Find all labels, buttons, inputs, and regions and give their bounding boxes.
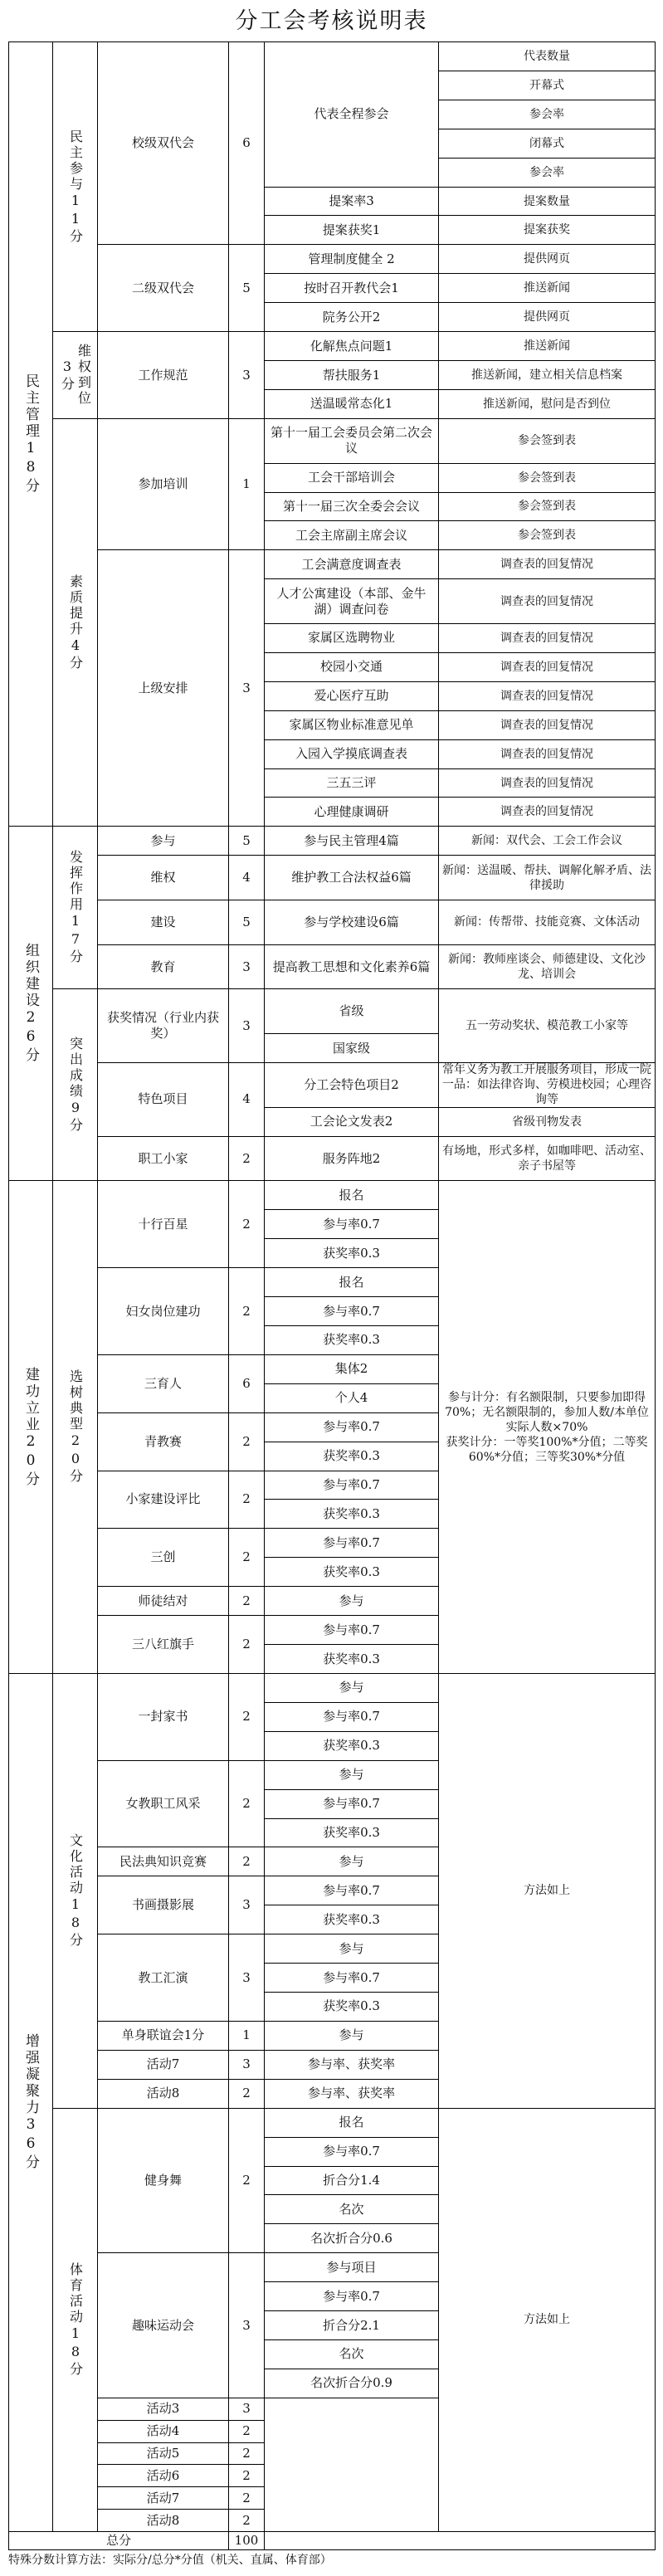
item-score-cell: 3	[228, 549, 265, 827]
method-cell: 参与计分：有名额限制，只要参加即得70%；无名额限制的，参加人数/本单位实际人数×70% 获奖计分：一等奖100%*分值；二等奖60%*分值；三等奖30%*分值	[438, 1180, 656, 1674]
evidence-cell: 提供网页	[438, 302, 656, 332]
criteria-cell: 家属区物业标准意见单	[264, 710, 439, 740]
item-score-cell: 4	[228, 855, 265, 900]
item-name-cell: 女教职工风采	[97, 1760, 229, 1848]
criteria-cell: 折合分1.4	[264, 2166, 439, 2196]
item-name-cell: 三八红旗手	[97, 1615, 229, 1674]
item-score-cell: 2	[228, 1586, 265, 1616]
criteria-cell: 折合分2.1	[264, 2310, 439, 2340]
criteria-cell: 名次	[264, 2339, 439, 2369]
criteria-cell: 参与率0.7	[264, 1615, 439, 1645]
item-name-cell: 教工汇演	[97, 1934, 229, 2022]
criteria-cell: 心理健康调研	[264, 797, 439, 827]
criteria-cell: 参与率、获奖率	[264, 2050, 439, 2080]
evidence-cell: 新闻：双代会、工会工作会议	[438, 826, 656, 856]
item-name-cell: 参加培训	[97, 418, 229, 550]
criteria-cell: 报名	[264, 2108, 439, 2138]
item-score-cell: 6	[228, 1354, 265, 1413]
criteria-cell: 获奖率0.3	[264, 1731, 439, 1761]
criteria-cell: 获奖率0.3	[264, 1818, 439, 1848]
item-score-cell: 5	[228, 900, 265, 945]
evidence-cell: 新闻：传帮带、技能竞赛、文体活动	[438, 900, 656, 945]
evidence-cell: 提案数量	[438, 187, 656, 217]
evidence-cell: 有场地，形式多样，如咖啡吧、活动室、亲子书屋等	[438, 1136, 656, 1182]
criteria-cell: 工会满意度调查表	[264, 549, 439, 579]
item-name-cell: 校级双代会	[97, 41, 229, 245]
item-score-cell: 5	[228, 244, 265, 332]
item-score-cell: 2	[228, 1267, 265, 1355]
evidence-cell: 参会签到表	[438, 418, 656, 464]
item-score-cell: 3	[228, 331, 265, 419]
criteria-cell: 参与率0.7	[264, 1528, 439, 1558]
criteria-cell: 参与学校建设6篇	[264, 900, 439, 945]
item-name-cell: 活动7	[97, 2486, 229, 2510]
total-label: 总分	[8, 2531, 229, 2550]
criteria-cell: 入园入学摸底调查表	[264, 739, 439, 769]
subsection-cell: 选树典型20分	[52, 1180, 98, 1674]
item-score-cell: 2	[228, 1760, 265, 1848]
subsection-cell: 体育活动18分	[52, 2108, 98, 2532]
criteria-cell: 爱心医疗互助	[264, 681, 439, 711]
page-title: 分工会考核说明表	[235, 8, 428, 34]
method-cell: 方法如上	[438, 2108, 656, 2532]
criteria-cell: 工会干部培训会	[264, 463, 439, 493]
criteria-cell: 院务公开2	[264, 302, 439, 332]
item-score-cell: 1	[228, 2021, 265, 2051]
item-score-cell: 3	[228, 2050, 265, 2080]
criteria-cell: 参与率、获奖率	[264, 2079, 439, 2109]
criteria-cell: 参与率0.7	[264, 1963, 439, 1993]
criteria-cell: 分工会特色项目2	[264, 1062, 439, 1108]
section-cell: 增强凝聚力36分	[8, 1673, 53, 2532]
criteria-cell: 获奖率0.3	[264, 1992, 439, 2022]
criteria-cell: 参与	[264, 1760, 439, 1790]
item-name-cell: 单身联谊会1分	[97, 2021, 229, 2051]
total-blank	[264, 2531, 656, 2550]
criteria-cell: 参与率0.7	[264, 1471, 439, 1500]
criteria-cell: 参与	[264, 1586, 439, 1616]
criteria-cell: 人才公寓建设（本部、金牛湖）调查问卷	[264, 578, 439, 624]
item-name-cell: 民法典知识竞赛	[97, 1847, 229, 1876]
item-name-cell: 特色项目	[97, 1062, 229, 1137]
item-score-cell: 2	[228, 1136, 265, 1182]
item-name-cell: 维权	[97, 855, 229, 900]
item-name-cell: 妇女岗位建功	[97, 1267, 229, 1355]
evidence-cell: 推送新闻，建立相关信息档案	[438, 360, 656, 390]
item-name-cell: 获奖情况（行业内获奖）	[97, 988, 229, 1063]
evidence-cell: 推送新闻，慰问是否到位	[438, 389, 656, 419]
item-name-cell: 工作规范	[97, 331, 229, 419]
criteria-cell: 参与率0.7	[264, 1702, 439, 1732]
item-name-cell: 三创	[97, 1528, 229, 1587]
item-score-cell: 2	[228, 2420, 265, 2443]
criteria-cell: 集体2	[264, 1354, 439, 1384]
item-score-cell: 2	[228, 2464, 265, 2487]
criteria-cell: 名次	[264, 2194, 439, 2224]
item-score-cell: 2	[228, 2108, 265, 2254]
item-score-cell: 2	[228, 1471, 265, 1530]
evidence-cell: 闭幕式	[438, 129, 656, 159]
item-score-cell: 3	[228, 2252, 265, 2398]
item-name-cell: 活动8	[97, 2079, 229, 2109]
evidence-cell: 调查表的回复情况	[438, 768, 656, 798]
item-score-cell: 3	[228, 1876, 265, 1934]
criteria-cell: 名次折合分0.9	[264, 2369, 439, 2398]
criteria-cell: 送温暖常态化1	[264, 389, 439, 419]
criteria-cell: 获奖率0.3	[264, 1325, 439, 1355]
evidence-cell: 开幕式	[438, 71, 656, 100]
item-score-cell: 2	[228, 1615, 265, 1674]
criteria-cell: 三五三评	[264, 768, 439, 798]
item-score-cell: 2	[228, 1847, 265, 1876]
evidence-cell: 调查表的回复情况	[438, 681, 656, 711]
criteria-cell: 提高教工思想和文化素养6篇	[264, 944, 439, 990]
criteria-cell: 校园小交通	[264, 652, 439, 682]
item-score-cell: 5	[228, 826, 265, 856]
subsection-cell: 文化活动18分	[52, 1673, 98, 2109]
evidence-cell: 参会率	[438, 100, 656, 129]
item-name-cell: 青教赛	[97, 1412, 229, 1471]
subsection-cell: 发挥作用17分	[52, 826, 98, 989]
criteria-cell: 提案率3	[264, 187, 439, 217]
item-name-cell: 参与	[97, 826, 229, 856]
item-name-cell: 活动4	[97, 2420, 229, 2443]
criteria-cell: 提案获奖1	[264, 215, 439, 245]
item-score-cell: 3	[228, 1934, 265, 2022]
item-name-cell: 十行百星	[97, 1180, 229, 1268]
criteria-cell: 第十一届工会委员会第二次会议	[264, 418, 439, 464]
evidence-cell: 推送新闻	[438, 331, 656, 361]
criteria-cell: 工会主席副主席会议	[264, 520, 439, 550]
criteria-cell: 参与率0.7	[264, 2281, 439, 2311]
criteria-cell: 参与	[264, 1934, 439, 1964]
subsection-cell: 突出成绩9分	[52, 988, 98, 1181]
item-score-cell: 2	[228, 2079, 265, 2109]
evidence-cell: 参会签到表	[438, 463, 656, 493]
section-cell: 建功立业20分	[8, 1180, 53, 1674]
subsection-cell: 维权到位3分	[52, 331, 98, 419]
evidence-cell: 调查表的回复情况	[438, 549, 656, 579]
evidence-cell: 调查表的回复情况	[438, 739, 656, 769]
item-score-cell: 2	[228, 2442, 265, 2466]
item-score-cell: 2	[228, 2486, 265, 2510]
criteria-cell: 第十一届三次全委会会议	[264, 492, 439, 522]
criteria-cell: 参与率0.7	[264, 1296, 439, 1326]
evidence-cell: 五一劳动奖状、模范教工小家等	[438, 988, 656, 1063]
criteria-cell: 代表全程参会	[264, 41, 439, 188]
evidence-cell: 代表数量	[438, 41, 656, 71]
item-score-cell: 2	[228, 1412, 265, 1471]
criteria-cell: 获奖率0.3	[264, 1238, 439, 1268]
criteria-cell: 维护教工合法权益6篇	[264, 855, 439, 900]
item-name-cell: 二级双代会	[97, 244, 229, 332]
criteria-cell: 报名	[264, 1180, 439, 1210]
evidence-cell: 参会签到表	[438, 492, 656, 522]
evidence-cell: 参会率	[438, 158, 656, 188]
criteria-cell: 获奖率0.3	[264, 1644, 439, 1674]
criteria-cell: 获奖率0.3	[264, 1557, 439, 1587]
section-cell: 组织建设26分	[8, 826, 53, 1181]
criteria-cell: 国家级	[264, 1033, 439, 1063]
evidence-cell: 提案获奖	[438, 215, 656, 245]
criteria-cell: 个人4	[264, 1383, 439, 1413]
item-score-cell: 6	[228, 41, 265, 245]
item-name-cell: 小家建设评比	[97, 1471, 229, 1530]
method-cell: 方法如上	[438, 1673, 656, 2109]
criteria-cell: 参与	[264, 1673, 439, 1703]
evidence-cell: 调查表的回复情况	[438, 578, 656, 624]
item-score-cell: 4	[228, 1062, 265, 1137]
criteria-cell: 参与率0.7	[264, 2137, 439, 2167]
evidence-cell: 新闻：教师座谈会、师德建设、文化沙龙、培训会	[438, 944, 656, 990]
item-name-cell: 活动3	[97, 2398, 229, 2421]
item-score-cell: 2	[228, 1528, 265, 1587]
item-name-cell: 职工小家	[97, 1136, 229, 1182]
item-name-cell: 健身舞	[97, 2108, 229, 2254]
item-name-cell: 三育人	[97, 1354, 229, 1413]
item-score-cell: 1	[228, 418, 265, 550]
item-name-cell: 活动5	[97, 2442, 229, 2466]
criteria-cell: 参与项目	[264, 2252, 439, 2282]
criteria-cell: 家属区选聘物业	[264, 623, 439, 653]
criteria-cell: 服务阵地2	[264, 1136, 439, 1182]
evidence-cell: 调查表的回复情况	[438, 652, 656, 682]
evidence-cell: 省级刊物发表	[438, 1107, 656, 1137]
criteria-cell: 参与民主管理4篇	[264, 826, 439, 856]
section-cell: 民主管理18分	[8, 41, 53, 827]
item-name-cell: 一封家书	[97, 1673, 229, 1761]
evidence-cell: 调查表的回复情况	[438, 710, 656, 740]
criteria-cell: 帮扶服务1	[264, 360, 439, 390]
criteria-cell: 省级	[264, 988, 439, 1034]
item-score-cell: 2	[228, 2509, 265, 2532]
item-name-cell: 教育	[97, 944, 229, 990]
criteria-cell: 名次折合分0.6	[264, 2223, 439, 2253]
criteria-cell: 参与率0.7	[264, 1412, 439, 1442]
item-name-cell: 活动6	[97, 2464, 229, 2487]
item-score-cell: 2	[228, 1673, 265, 1761]
criteria-cell: 管理制度健全 2	[264, 244, 439, 274]
criteria-cell: 参与	[264, 2021, 439, 2051]
item-name-cell: 建设	[97, 900, 229, 945]
item-name-cell: 书画摄影展	[97, 1876, 229, 1934]
criteria-cell: 获奖率0.3	[264, 1442, 439, 1471]
total-value: 100	[228, 2531, 265, 2550]
criteria-cell: 获奖率0.3	[264, 1905, 439, 1934]
item-score-cell: 2	[228, 1180, 265, 1268]
item-score-cell: 3	[228, 988, 265, 1063]
item-name-cell: 师徒结对	[97, 1586, 229, 1616]
subsection-cell: 素质提升4分	[52, 418, 98, 827]
criteria-cell: 获奖率0.3	[264, 1499, 439, 1529]
criteria-cell: 参与率0.7	[264, 1876, 439, 1905]
item-score-cell: 3	[228, 2398, 265, 2421]
item-name-cell: 活动7	[97, 2050, 229, 2080]
subsection-cell: 民主参与11分	[52, 41, 98, 332]
criteria-cell: 化解焦点问题1	[264, 331, 439, 361]
evidence-cell: 调查表的回复情况	[438, 623, 656, 653]
evidence-cell: 推送新闻	[438, 273, 656, 303]
evidence-cell: 新闻：送温暖、帮扶、调解化解矛盾、法律援助	[438, 855, 656, 900]
evidence-cell: 常年义务为教工开展服务项目，形成一院一品：如法律咨询、劳模进校园；心理咨询等	[438, 1062, 656, 1108]
item-name-cell: 活动8	[97, 2509, 229, 2532]
criteria-cell: 工会论文发表2	[264, 1107, 439, 1137]
criteria-cell: 报名	[264, 1267, 439, 1297]
criteria-cell: 参与率0.7	[264, 1789, 439, 1819]
item-score-cell: 3	[228, 944, 265, 990]
item-name-cell: 上级安排	[97, 549, 229, 827]
evidence-cell: 调查表的回复情况	[438, 797, 656, 827]
evidence-cell: 参会签到表	[438, 520, 656, 550]
criteria-cell: 参与率0.7	[264, 1209, 439, 1239]
evidence-cell: 提供网页	[438, 244, 656, 274]
footer-note: 特殊分数计算方法：实际分/总分*分值（机关、直属、体育部）	[8, 2554, 332, 2567]
criteria-cell: 按时召开教代会1	[264, 273, 439, 303]
criteria-cell: 参与	[264, 1847, 439, 1876]
item-name-cell: 趣味运动会	[97, 2252, 229, 2398]
